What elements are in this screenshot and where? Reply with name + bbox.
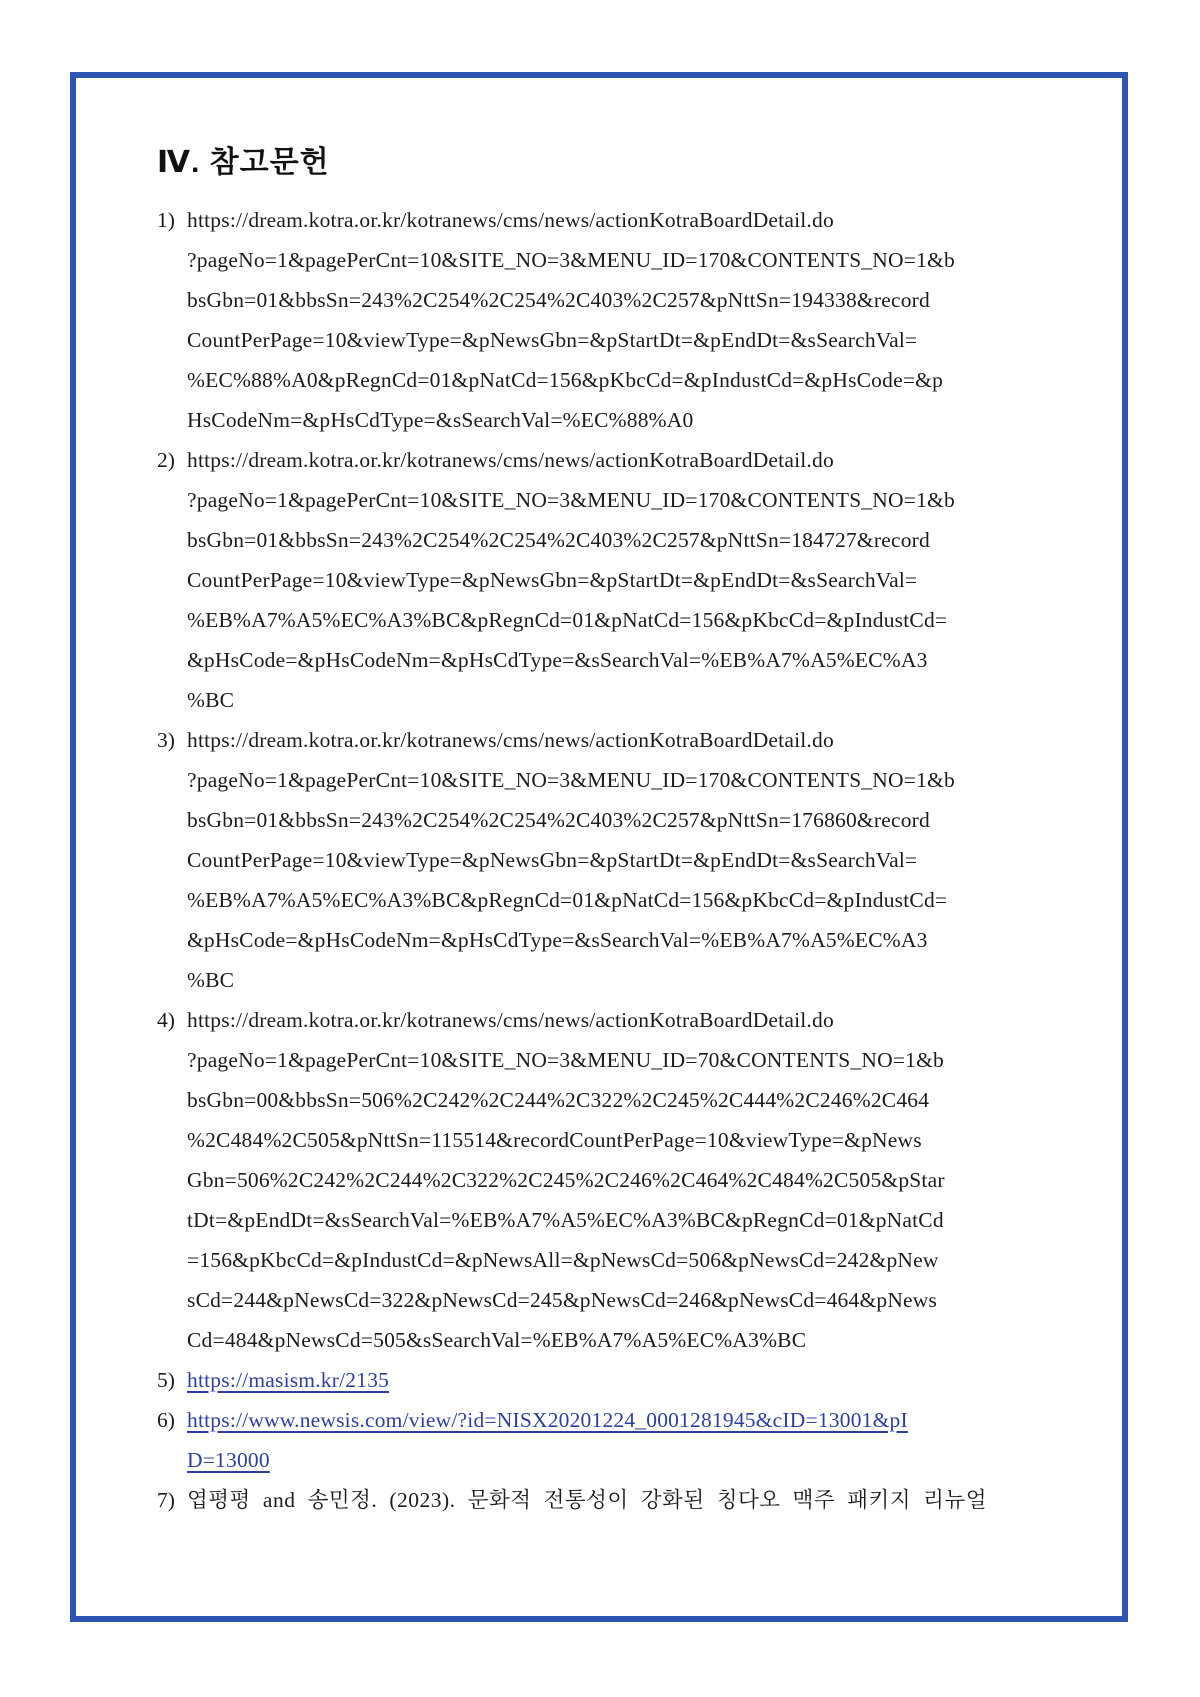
reference-link[interactable]: D=13000 bbox=[187, 1448, 270, 1472]
reference-line: %BC bbox=[187, 968, 235, 992]
reference-line: ?pageNo=1&pagePerCnt=10&SITE_NO=3&MENU_ID=170&CONTENTS_NO=1&b bbox=[187, 248, 955, 272]
reference-line: &pHsCode=&pHsCodeNm=&pHsCdType=&sSearchVal=%EB%A7%A5%EC%A3 bbox=[187, 928, 928, 952]
reference-lines bbox=[187, 440, 987, 720]
reference-line: https://dream.kotra.or.kr/kotranews/cms/news/actionKotraBoardDetail.do bbox=[187, 448, 834, 472]
reference-line bbox=[187, 1400, 987, 1440]
reference-line: %BC bbox=[187, 688, 235, 712]
reference-link[interactable]: https://masism.kr/2135 bbox=[187, 1368, 390, 1392]
reference-line: %EB%A7%A5%EC%A3%BC&pRegnCd=01&pNatCd=156&pKbcCd=&pIndustCd= bbox=[187, 888, 948, 912]
reference-line: HsCodeNm=&pHsCdType=&sSearchVal=%EC%88%A0 bbox=[187, 408, 694, 432]
reference-line bbox=[187, 1360, 987, 1400]
reference-list bbox=[157, 200, 1122, 1520]
reference-line: &pHsCode=&pHsCodeNm=&pHsCdType=&sSearchVal=%EB%A7%A5%EC%A3 bbox=[187, 648, 928, 672]
reference-line: =156&pKbcCd=&pIndustCd=&pNewsAll=&pNewsCd=506&pNewsCd=242&pNew bbox=[187, 1248, 939, 1272]
reference-line: https://dream.kotra.or.kr/kotranews/cms/news/actionKotraBoardDetail.do bbox=[187, 1008, 834, 1032]
references-heading: Ⅳ. 참고문헌 bbox=[157, 146, 330, 179]
reference-number: 2) bbox=[157, 448, 175, 472]
reference-number: 4) bbox=[157, 1008, 175, 1032]
reference-lines bbox=[187, 1000, 987, 1360]
reference-link[interactable]: https://www.newsis.com/view/?id=NISX20201224_0001281945&cID=13001&pI bbox=[187, 1408, 908, 1432]
reference-lines bbox=[187, 200, 987, 440]
page-border-frame bbox=[70, 72, 1128, 1622]
reference-item-7 bbox=[157, 1480, 1122, 1520]
reference-line: https://dream.kotra.or.kr/kotranews/cms/news/actionKotraBoardDetail.do bbox=[187, 208, 834, 232]
reference-item-6 bbox=[157, 1400, 1122, 1480]
reference-item-4 bbox=[157, 1000, 1122, 1360]
reference-item-1 bbox=[157, 200, 1122, 440]
reference-number: 5) bbox=[157, 1368, 175, 1392]
reference-number: 3) bbox=[157, 728, 175, 752]
reference-line: %EB%A7%A5%EC%A3%BC&pRegnCd=01&pNatCd=156&pKbcCd=&pIndustCd= bbox=[187, 608, 948, 632]
reference-line: Cd=484&pNewsCd=505&sSearchVal=%EB%A7%A5%EC%A3%BC bbox=[187, 1328, 807, 1352]
reference-item-2 bbox=[157, 440, 1122, 720]
reference-line: Gbn=506%2C242%2C244%2C322%2C245%2C246%2C464%2C484%2C505&pStar bbox=[187, 1168, 945, 1192]
reference-line: ?pageNo=1&pagePerCnt=10&SITE_NO=3&MENU_ID=70&CONTENTS_NO=1&b bbox=[187, 1048, 944, 1072]
reference-line: 엽평평 and 송민정. (2023). 문화적 전통성이 강화된 칭다오 맥주 패키지 리뉴얼 bbox=[187, 1488, 987, 1512]
reference-number: 7) bbox=[157, 1488, 175, 1512]
reference-line: CountPerPage=10&viewType=&pNewsGbn=&pStartDt=&pEndDt=&sSearchVal= bbox=[187, 328, 918, 352]
reference-item-5 bbox=[157, 1360, 1122, 1400]
reference-lines bbox=[187, 1360, 987, 1400]
reference-line: bsGbn=01&bbsSn=243%2C254%2C254%2C403%2C257&pNttSn=176860&record bbox=[187, 808, 930, 832]
reference-line: bsGbn=01&bbsSn=243%2C254%2C254%2C403%2C257&pNttSn=194338&record bbox=[187, 288, 930, 312]
reference-lines bbox=[187, 720, 987, 1000]
reference-item-3 bbox=[157, 720, 1122, 1000]
reference-line: sCd=244&pNewsCd=322&pNewsCd=245&pNewsCd=246&pNewsCd=464&pNews bbox=[187, 1288, 938, 1312]
reference-line: CountPerPage=10&viewType=&pNewsGbn=&pStartDt=&pEndDt=&sSearchVal= bbox=[187, 848, 918, 872]
reference-number: 6) bbox=[157, 1408, 175, 1432]
reference-line bbox=[187, 1440, 987, 1480]
reference-line: bsGbn=00&bbsSn=506%2C242%2C244%2C322%2C245%2C444%2C246%2C464 bbox=[187, 1088, 930, 1112]
reference-line: https://dream.kotra.or.kr/kotranews/cms/news/actionKotraBoardDetail.do bbox=[187, 728, 834, 752]
reference-number: 1) bbox=[157, 208, 175, 232]
reference-line: tDt=&pEndDt=&sSearchVal=%EB%A7%A5%EC%A3%BC&pRegnCd=01&pNatCd bbox=[187, 1208, 944, 1232]
reference-lines bbox=[187, 1400, 987, 1480]
reference-line: CountPerPage=10&viewType=&pNewsGbn=&pStartDt=&pEndDt=&sSearchVal= bbox=[187, 568, 918, 592]
reference-line: %EC%88%A0&pRegnCd=01&pNatCd=156&pKbcCd=&pIndustCd=&pHsCode=&p bbox=[187, 368, 944, 392]
reference-line: ?pageNo=1&pagePerCnt=10&SITE_NO=3&MENU_ID=170&CONTENTS_NO=1&b bbox=[187, 768, 955, 792]
reference-line: %2C484%2C505&pNttSn=115514&recordCountPerPage=10&viewType=&pNews bbox=[187, 1128, 922, 1152]
reference-lines bbox=[187, 1480, 987, 1520]
reference-line: ?pageNo=1&pagePerCnt=10&SITE_NO=3&MENU_ID=170&CONTENTS_NO=1&b bbox=[187, 488, 955, 512]
reference-line: bsGbn=01&bbsSn=243%2C254%2C254%2C403%2C257&pNttSn=184727&record bbox=[187, 528, 930, 552]
